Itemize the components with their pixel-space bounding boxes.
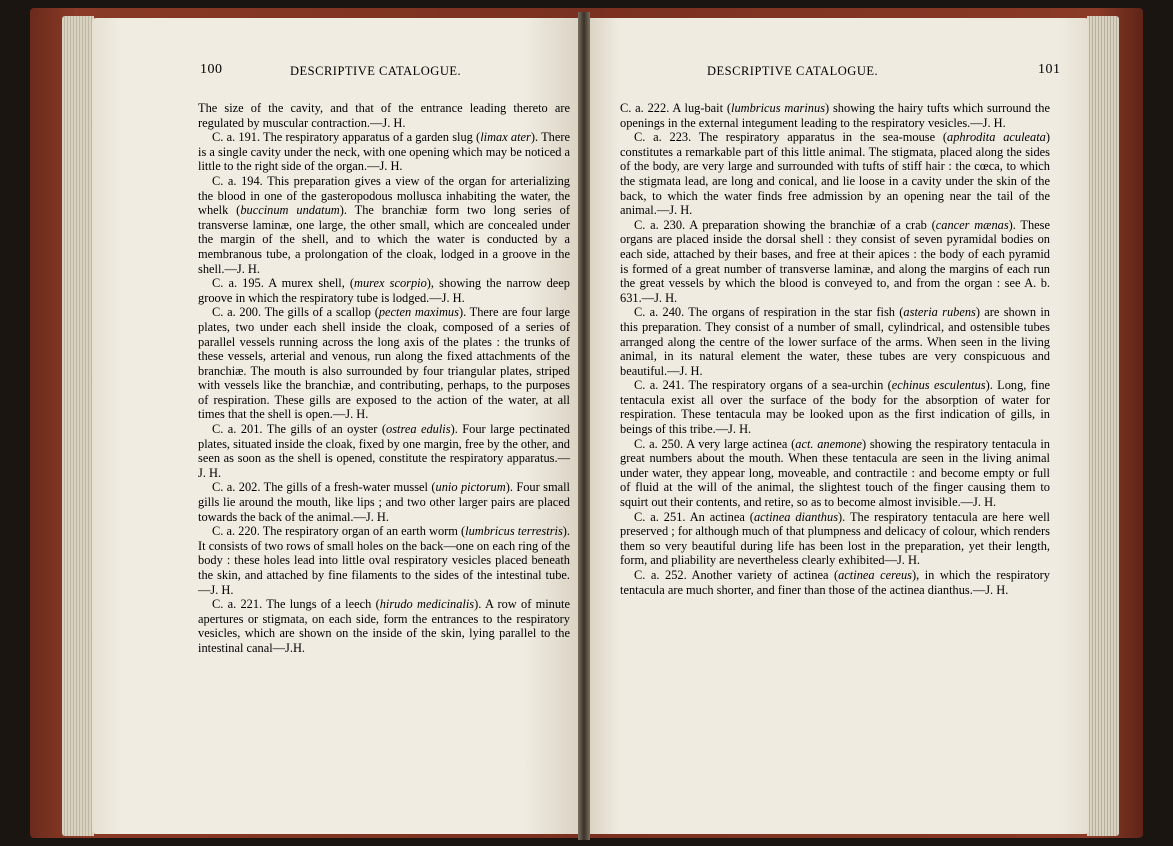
entry-text: ). There is a single cavity under the neck, with one opening which may be noticed a little to the right side of the organ.—J. H. [198, 130, 570, 174]
entry-text: C. a. 252. Another variety of actinea ( [634, 568, 839, 582]
entry-text: ). Long, fine tentacula exist all over the surface of the body for the absorption of water for respiration. These tentacula may be looked upon as the first indication of gills, in beings of this tribe.—J. H. [620, 378, 1051, 437]
catalogue-entry [620, 130, 1050, 218]
entry-species-name: buccinum undatum [240, 203, 340, 218]
catalogue-entry [620, 568, 1050, 597]
right-running-head: DESCRIPTIVE CATALOGUE. [707, 64, 879, 78]
entry-species-name: act. anemone [795, 436, 862, 451]
entry-text: ) showing the hairy tufts which surround the openings in the external integument leading to the respiratory vesicles.—J. H. [620, 101, 1051, 130]
entry-species-name: ostrea edulis [386, 422, 451, 437]
entry-text: ). It consists of two rows of small holes on the back—one on each ring of the body : these holes lead into little oval respiratory vesicles placed beneath the skin, and attached by fine filaments to the sides of the intestinal tube.—J. H. [198, 524, 571, 597]
entry-text: C. a. 220. The respiratory organ of an earth worm ( [212, 524, 466, 539]
entry-species-name: asteria rubens [903, 305, 976, 320]
entry-text: ). A row of minute apertures or stigmata, on each side, form the entrances to the respiratory vesicles, which are shown on the inside of the skin, lying parallel to the intestinal canal—J.H. [198, 597, 570, 655]
entry-text: C. a. 222. A lug-bait ( [620, 101, 732, 115]
entry-text: ). These organs are placed inside the dorsal shell : they consist of seven pyramidal bodies on each side, attached by their bases, and free at their apices : the body of each pyramid is formed of a great number of transverse laminæ, and along the margins of each run the great vessels by which the blood is conveyed to, and from the organ : see A. b. 631.—J. H. [620, 217, 1050, 305]
entry-species-name: lumbricus terrestris [465, 524, 563, 539]
catalogue-entry [620, 218, 1050, 306]
catalogue-entry [620, 510, 1050, 568]
entry-text: ). The branchiæ form two long series of transverse laminæ, one large, the other small, which are concealed under the margin of the shell, and to which the water is conducted by a membranous tube, a prolongation of the cloak, lodged in a groove in the shell.—J. H. [198, 203, 570, 276]
entry-text: C. a. 240. The organs of respiration in the star fish ( [634, 305, 904, 320]
entry-text: ), showing the narrow deep groove in which the respiratory tube is lodged.—J. H. [198, 276, 570, 305]
entry-species-name: murex scorpio [354, 276, 427, 291]
catalogue-entry [620, 378, 1050, 436]
entry-text: The size of the cavity, and that of the entrance leading thereto are regulated by muscular contraction.—J. H. [198, 101, 570, 130]
entry-text: C. a. 251. An actinea ( [634, 509, 754, 524]
entry-species-name: aphrodita aculeata [947, 130, 1046, 145]
entry-text: C. a. 241. The respiratory organs of a sea-urchin ( [634, 378, 892, 393]
entry-species-name: pecten maximus [378, 305, 459, 320]
entry-species-name: unio pictorum [435, 480, 506, 495]
entry-species-name: cancer mænas [935, 217, 1009, 232]
entry-text: C. a. 195. A murex shell, ( [212, 276, 355, 291]
catalogue-entry [620, 101, 1050, 130]
catalogue-entry [620, 437, 1050, 510]
entry-species-name: hirudo medicinalis [379, 597, 475, 612]
catalogue-entry [620, 305, 1050, 378]
right-page-number: 101 [1038, 62, 1061, 77]
entry-text: C. a. 194. This preparation gives a view of the organ for arterializing the blood in one of the gasteropodous mollusca inhabiting the water, the whelk ( [198, 173, 570, 218]
entry-text: C. a. 191. The respiratory apparatus of a garden slug ( [212, 130, 481, 145]
entry-text: ) are shown in this preparation. They consist of a number of small, cylindrical, and ostensible tubes arranged along the centre of the lower surface of the arms. When seen in the living animal, in its natural element the water, these tubes are very conspicuous and beautiful.—J. H. [620, 305, 1051, 378]
entry-text: ). Four large pectinated plates, situated inside the cloak, fixed by one margin, free by the other, and seen as soon as the shell is opened, constitute the respiratory apparatus.—J. H. [198, 422, 570, 480]
entry-text: C. a. 250. A very large actinea ( [634, 436, 796, 451]
entry-text: ), in which the respiratory tentacula are much shorter, and finer than those of the actinea dianthus.—J. H. [620, 568, 1051, 597]
entry-text: C. a. 201. The gills of an oyster ( [212, 422, 387, 437]
entry-text: ) showing the respiratory tentacula in great numbers about the mouth. When these tentacula are seen in the living animal under water, they appear long, moveable, and contractile : and become empty or full of fluid at the will of the animal, the slightest touch of the finger causing them to squirt out their contents, and retire, so as to become almost invisible.—J. H. [620, 436, 1051, 510]
left-running-head: DESCRIPTIVE CATALOGUE. [290, 64, 462, 78]
entry-text: C. a. 230. A preparation showing the branchiæ of a crab ( [634, 217, 936, 232]
entry-species-name: limax ater [480, 130, 531, 145]
entry-text: C. a. 200. The gills of a scallop ( [212, 305, 379, 320]
entry-text: ). There are four large plates, two under each shell inside the cloak, composed of a series of parallel vessels running across the long axis of the plates : the trunks of these vessels, arterial and venous, run along the fixed attachments of the branchiæ. The mouth is also surrounded by four triangular plates, striped with vessels like the branchiæ, and contributing, perhaps, to the purposes of respiration. These gills are exposed to the action of the water, at all times that the shell is open.—J. H. [198, 305, 571, 422]
entry-text: ). Four small gills lie around the mouth, like lips ; and two other larger pairs are placed towards the back of the animal.—J. H. [198, 480, 571, 524]
entry-species-name: lumbricus marinus [731, 101, 826, 115]
entry-text: C. a. 202. The gills of a fresh-water mussel ( [212, 480, 436, 495]
entry-species-name: echinus esculentus [891, 378, 986, 393]
left-page-number: 100 [200, 62, 223, 77]
entry-text: ) constitutes a remarkable part of this little animal. The stigmata, placed along the sides of the body, are very large and surrounded with tufts of stiff hair : the cœca, to which the stigmata lead, are long and conical, and lie loose in a cavity under the skin of the back, to which the water finds free admission by an opening near the tail of the animal.—J. H. [620, 130, 1050, 218]
entry-text: C. a. 221. The lungs of a leech ( [212, 597, 380, 612]
entry-species-name: actinea cereus [838, 568, 912, 582]
entry-text: C. a. 223. The respiratory apparatus in the sea-mouse ( [634, 130, 947, 145]
right-page-body [620, 101, 1050, 597]
entry-species-name: actinea dianthus [753, 509, 839, 524]
entry-text: ). The respiratory tentacula are here well preserved ; for although much of that plumpness and delicacy of colour, which renders them so very beautiful during life has been lost in the preparation, yet their length, form, and pliability are nevertheless clearly exhibited—J. H. [620, 509, 1050, 568]
